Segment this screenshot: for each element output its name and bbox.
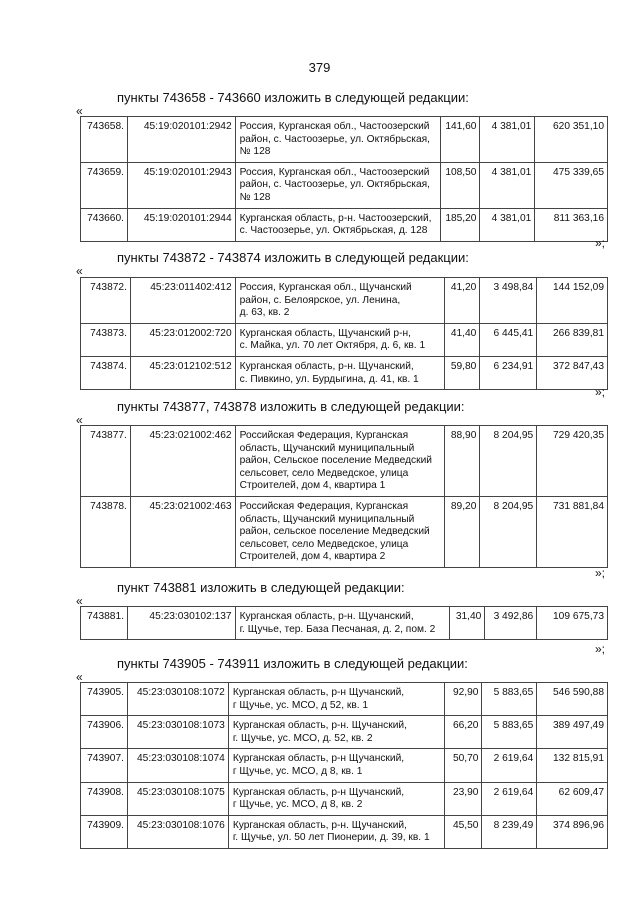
area-cell: 23,90 bbox=[444, 782, 482, 815]
address-line: район, Сельское поселение Медведский bbox=[239, 455, 432, 467]
open-quote: « bbox=[76, 594, 83, 608]
item-number-cell: 743658. bbox=[81, 117, 128, 163]
item-number-cell: 743881. bbox=[81, 607, 128, 640]
address-line: Курганская область, р-н Щучанский, bbox=[232, 687, 405, 698]
address-cell bbox=[228, 782, 444, 815]
unit-price-cell: 6 234,91 bbox=[480, 356, 537, 389]
section-table bbox=[80, 425, 608, 568]
table-row bbox=[81, 716, 608, 749]
address-cell bbox=[228, 683, 444, 716]
item-number-cell: 743908. bbox=[81, 782, 128, 815]
address-line: № 128 bbox=[239, 191, 271, 203]
cadastral-value-cell: 729 420,35 bbox=[537, 426, 608, 497]
address-cell bbox=[235, 323, 445, 356]
area-cell: 185,20 bbox=[440, 208, 480, 241]
area-cell: 141,60 bbox=[440, 117, 480, 163]
address-line: Строителей, дом 4, квартира 2 bbox=[239, 551, 386, 563]
unit-price-cell: 2 619,64 bbox=[482, 782, 537, 815]
cadastral-value-cell: 109 675,73 bbox=[537, 607, 608, 640]
unit-price-cell: 8 204,95 bbox=[480, 496, 537, 567]
table-row bbox=[81, 323, 608, 356]
cadastral-value-cell: 620 351,10 bbox=[535, 117, 608, 163]
address-line: Россия, Курганская обл., Частоозерский bbox=[239, 166, 430, 178]
address-cell bbox=[228, 716, 444, 749]
item-number-cell: 743907. bbox=[81, 749, 128, 782]
section-table bbox=[80, 116, 608, 242]
page-number: 379 bbox=[308, 60, 331, 75]
address-cell bbox=[235, 162, 440, 208]
address-cell bbox=[235, 356, 445, 389]
open-quote: « bbox=[76, 413, 83, 427]
unit-price-cell: 6 445,41 bbox=[480, 323, 537, 356]
cadastral-value-cell: 389 497,49 bbox=[537, 716, 608, 749]
cadastral-number-cell: 45:19:020101:2943 bbox=[127, 162, 235, 208]
item-number-cell: 743877. bbox=[81, 426, 131, 497]
cadastral-value-cell: 132 815,91 bbox=[537, 749, 608, 782]
cadastral-number-cell: 45:19:020101:2942 bbox=[127, 117, 235, 163]
item-number-cell: 743872. bbox=[81, 278, 131, 324]
area-cell: 31,40 bbox=[450, 607, 485, 640]
address-cell bbox=[235, 496, 445, 567]
address-line: Курганская область, р-н. Щучанский, bbox=[232, 720, 407, 732]
close-quote: »; bbox=[595, 385, 606, 399]
unit-price-cell: 8 239,49 bbox=[482, 815, 537, 848]
section-heading: пункт 743881 изложить в следующей редакции: bbox=[117, 580, 405, 595]
address-line: район, с. Частоозерье, ул. Октябрьская, bbox=[239, 179, 430, 191]
cadastral-value-cell: 144 152,09 bbox=[537, 278, 608, 324]
address-line: Российская Федерация, Курганская bbox=[239, 500, 409, 512]
address-line: г. Щучье, тер. База Песчаная, д. 2, пом. 2 bbox=[239, 623, 436, 635]
address-line: № 128 bbox=[239, 146, 271, 158]
unit-price-cell: 4 381,01 bbox=[480, 162, 535, 208]
close-quote: »; bbox=[595, 236, 606, 250]
cadastral-number-cell: 45:23:030108:1073 bbox=[127, 716, 228, 749]
cadastral-value-cell: 62 609,47 bbox=[537, 782, 608, 815]
address-cell bbox=[235, 278, 445, 324]
cadastral-number-cell: 45:23:030108:1074 bbox=[127, 749, 228, 782]
address-line: Курганская область, р-н Щучанский, bbox=[232, 753, 405, 765]
item-number-cell: 743874. bbox=[81, 356, 131, 389]
address-cell bbox=[235, 607, 450, 640]
address-line: область, Щучанский муниципальный bbox=[239, 442, 415, 454]
address-line: г. Щучье, ул. 50 лет Пионерии, д. 39, кв. 1 bbox=[232, 832, 430, 844]
cadastral-number-cell: 45:19:020101:2944 bbox=[127, 208, 235, 241]
cadastral-number-cell: 45:23:012002:720 bbox=[130, 323, 235, 356]
area-cell: 92,90 bbox=[444, 683, 482, 716]
cadastral-value-cell: 811 363,16 bbox=[535, 208, 608, 241]
cadastral-number-cell: 45:23:021002:462 bbox=[130, 426, 235, 497]
table-row bbox=[81, 815, 608, 848]
address-line: район, с. Частоозерье, ул. Октябрьская, bbox=[239, 133, 430, 145]
cadastral-number-cell: 45:23:030108:1076 bbox=[127, 815, 228, 848]
address-line: д. 63, кв. 2 bbox=[239, 307, 290, 319]
area-cell: 108,50 bbox=[440, 162, 480, 208]
address-line: область, Щучанский муниципальный bbox=[239, 513, 415, 525]
open-quote: « bbox=[76, 264, 83, 278]
table-row bbox=[81, 683, 608, 716]
section-table bbox=[80, 277, 608, 390]
table-row bbox=[81, 278, 608, 324]
area-cell: 45,50 bbox=[444, 815, 482, 848]
section-heading: пункты 743872 - 743874 изложить в следующей редакции: bbox=[117, 250, 469, 265]
address-line: Курганская область, р-н. Щучанский, bbox=[239, 611, 414, 622]
section-table bbox=[80, 682, 608, 849]
address-cell bbox=[235, 426, 445, 497]
cadastral-number-cell: 45:23:030102:137 bbox=[127, 607, 235, 640]
cadastral-value-cell: 374 896,96 bbox=[537, 815, 608, 848]
unit-price-cell: 4 381,01 bbox=[480, 208, 535, 241]
cadastral-value-cell: 475 339,65 bbox=[535, 162, 608, 208]
cadastral-number-cell: 45:23:021002:463 bbox=[130, 496, 235, 567]
table-row bbox=[81, 607, 608, 640]
address-line: Строителей, дом 4, квартира 1 bbox=[239, 480, 386, 492]
address-line: сельсовет, село Медведское, улица bbox=[239, 538, 409, 550]
item-number-cell: 743909. bbox=[81, 815, 128, 848]
table-row bbox=[81, 356, 608, 389]
address-line: с. Пивкино, ул. Бурдыгина, д. 41, кв. 1 bbox=[239, 373, 419, 385]
table-row bbox=[81, 208, 608, 241]
address-line: г Щучье, ус. МСО, д 8, кв. 2 bbox=[232, 799, 363, 811]
area-cell: 41,40 bbox=[445, 323, 480, 356]
address-line: с. Частоозерье, ул. Октябрьская, д. 128 bbox=[239, 225, 428, 237]
cadastral-value-cell: 266 839,81 bbox=[537, 323, 608, 356]
close-quote: »; bbox=[595, 566, 606, 580]
section-heading: пункты 743905 - 743911 изложить в следующей редакции: bbox=[117, 656, 468, 671]
item-number-cell: 743905. bbox=[81, 683, 128, 716]
item-number-cell: 743906. bbox=[81, 716, 128, 749]
table-row bbox=[81, 749, 608, 782]
address-line: с. Майка, ул. 70 лет Октября, д. 6, кв. 1 bbox=[239, 340, 426, 352]
cadastral-value-cell: 372 847,43 bbox=[537, 356, 608, 389]
unit-price-cell: 8 204,95 bbox=[480, 426, 537, 497]
open-quote: « bbox=[76, 670, 83, 684]
open-quote: « bbox=[76, 104, 83, 118]
address-cell bbox=[228, 815, 444, 848]
cadastral-number-cell: 45:23:030108:1075 bbox=[127, 782, 228, 815]
cadastral-number-cell: 45:23:030108:1072 bbox=[127, 683, 228, 716]
table-row bbox=[81, 162, 608, 208]
area-cell: 50,70 bbox=[444, 749, 482, 782]
unit-price-cell: 2 619,64 bbox=[482, 749, 537, 782]
cadastral-value-cell: 731 881,84 bbox=[537, 496, 608, 567]
section-heading: пункты 743877, 743878 изложить в следующей редакции: bbox=[117, 399, 465, 414]
item-number-cell: 743660. bbox=[81, 208, 128, 241]
address-line: сельсовет, село Медведское, улица bbox=[239, 467, 409, 479]
cadastral-value-cell: 546 590,88 bbox=[537, 683, 608, 716]
cadastral-number-cell: 45:23:011402:412 bbox=[130, 278, 235, 324]
item-number-cell: 743659. bbox=[81, 162, 128, 208]
unit-price-cell: 5 883,65 bbox=[482, 683, 537, 716]
close-quote: »; bbox=[595, 642, 606, 656]
area-cell: 89,20 bbox=[445, 496, 480, 567]
address-line: Курганская область, р-н Щучанский, bbox=[232, 786, 405, 798]
address-line: Курганская область, Щучанский р-н, bbox=[239, 327, 411, 339]
address-cell bbox=[228, 749, 444, 782]
area-cell: 66,20 bbox=[444, 716, 482, 749]
address-line: г Щучье, ус. МСО, д 52, кв. 1 bbox=[232, 699, 369, 711]
table-row bbox=[81, 496, 608, 567]
section-table bbox=[80, 606, 608, 640]
address-line: Курганская область, р-н. Щучанский, bbox=[239, 360, 414, 372]
area-cell: 41,20 bbox=[445, 278, 480, 324]
address-line: Курганская область, р-н. Частоозерский, bbox=[239, 212, 432, 224]
address-line: Россия, Курганская обл., Щучанский bbox=[239, 282, 412, 293]
address-line: Курганская область, р-н. Щучанский, bbox=[232, 819, 407, 831]
cadastral-number-cell: 45:23:012102:512 bbox=[130, 356, 235, 389]
item-number-cell: 743873. bbox=[81, 323, 131, 356]
address-line: Россия, Курганская обл., Частоозерский bbox=[239, 121, 430, 132]
address-line: г. Щучье, ус. МСО, д. 52, кв. 2 bbox=[232, 732, 373, 744]
unit-price-cell: 3 492,86 bbox=[485, 607, 537, 640]
address-cell bbox=[235, 117, 440, 163]
area-cell: 88,90 bbox=[445, 426, 480, 497]
address-cell bbox=[235, 208, 440, 241]
table-row bbox=[81, 117, 608, 163]
address-line: г Щучье, ус. МСО, д 8, кв. 1 bbox=[232, 765, 363, 777]
address-line: район, с. Белоярское, ул. Ленина, bbox=[239, 294, 401, 306]
address-line: район, сельское поселение Медведский bbox=[239, 526, 430, 538]
area-cell: 59,80 bbox=[445, 356, 480, 389]
unit-price-cell: 4 381,01 bbox=[480, 117, 535, 163]
table-row bbox=[81, 426, 608, 497]
address-line: Российская Федерация, Курганская bbox=[239, 430, 409, 441]
unit-price-cell: 5 883,65 bbox=[482, 716, 537, 749]
item-number-cell: 743878. bbox=[81, 496, 131, 567]
unit-price-cell: 3 498,84 bbox=[480, 278, 537, 324]
section-heading: пункты 743658 - 743660 изложить в следующей редакции: bbox=[117, 90, 469, 105]
table-row bbox=[81, 782, 608, 815]
